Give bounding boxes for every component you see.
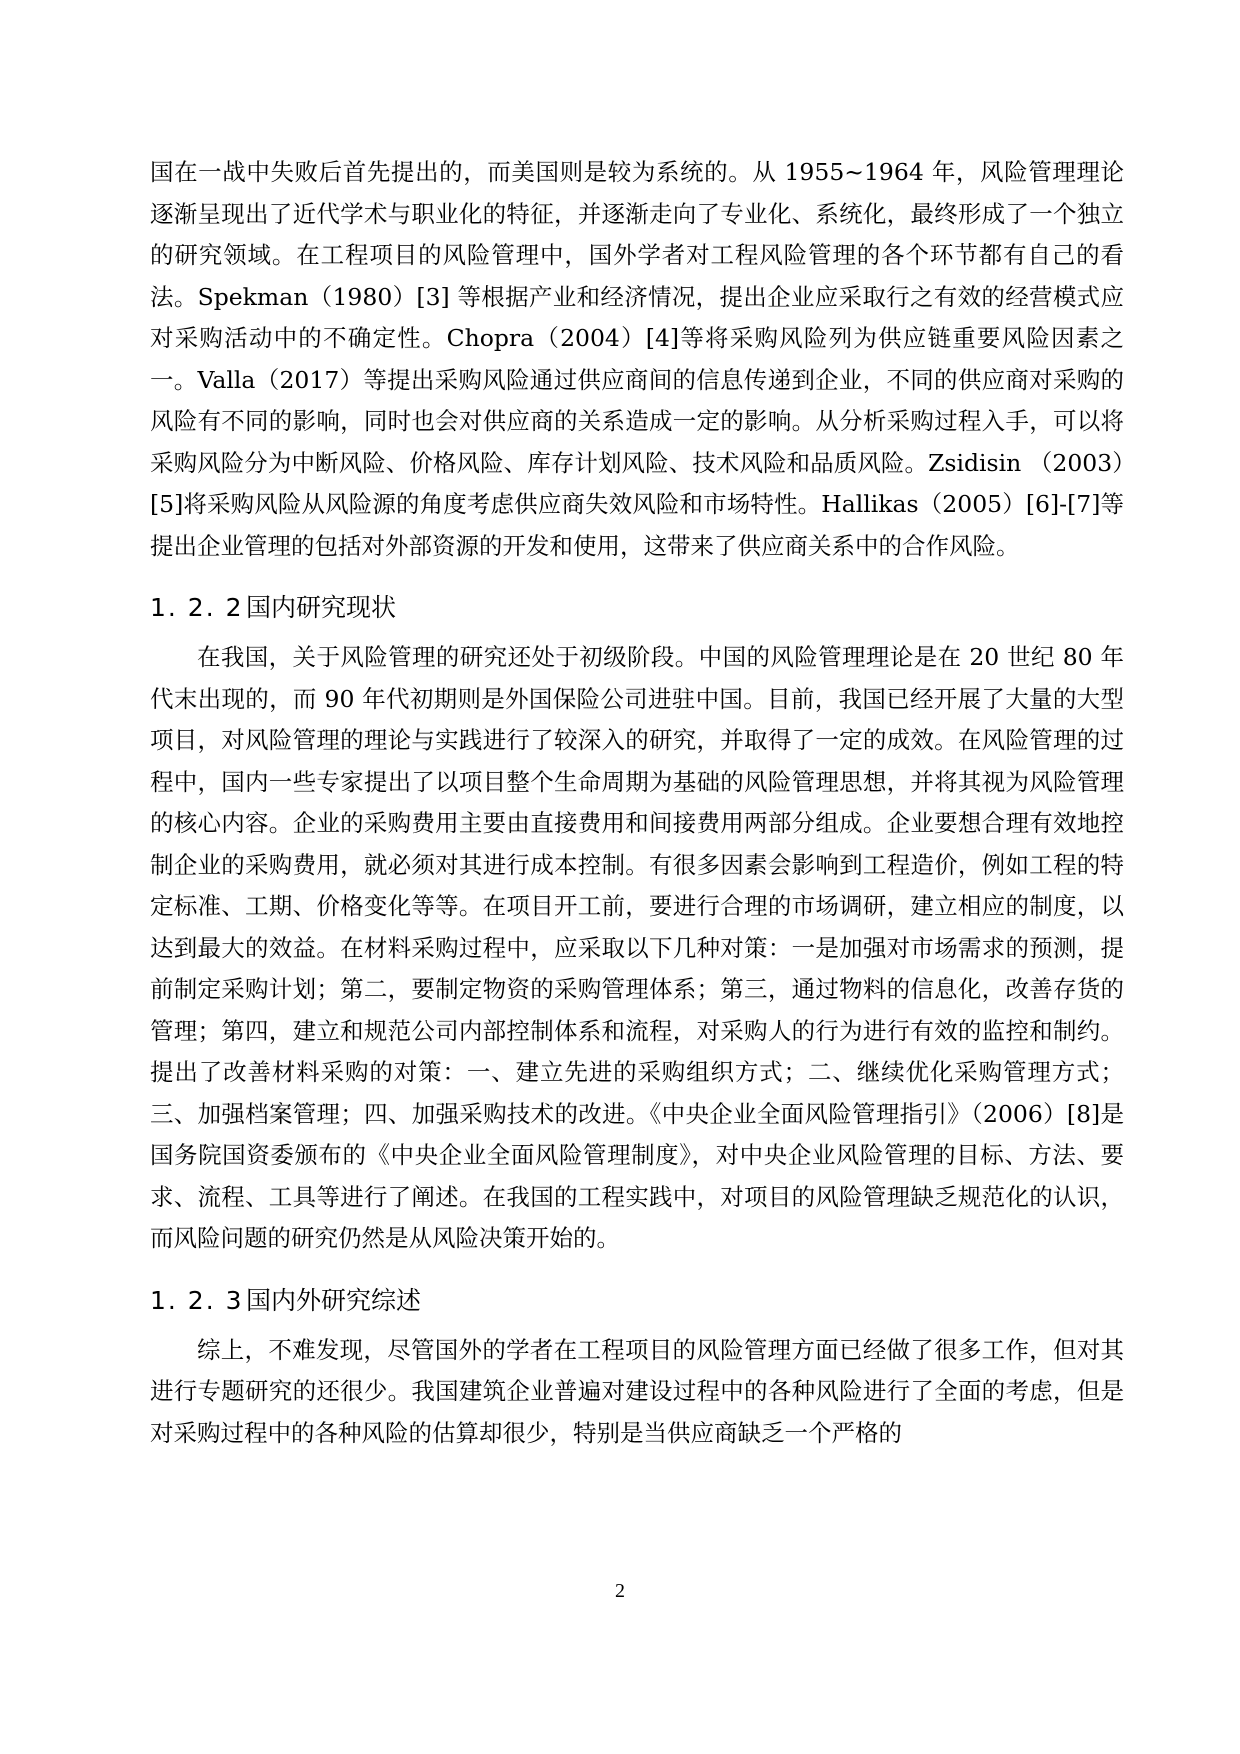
paragraph-domestic-research: 在我国，关于风险管理的研究还处于初级阶段。中国的风险管理理论是在 20 世纪 80 年代末出现的，而 90 年代初期则是外国保险公司进驻中国。目前，我国已经开展了大量的大型项目，对风险管理的理论与实践进行了较深入的研究，并取得了一定的成效。在风险管理的过程中，国内一些专家提出了以项目整个生命周期为基础的风险管理思想，并将其视为风险管理的核心内容。企业的采购费用主要由直接费用和间接费用两部分组成。企业要想合理有效地控制企业的采购费用，就必须对其进行成本控制。有很多因素会影响到工程造价，例如工程的特定标准、工期、价格变化等等。在项目开工前，要进行合理的市场调研，建立相应的制度，以达到最大的效益。在材料采购过程中，应采取以下几种对策：一是加强对市场需求的预测，提前制定采购计划；第二，要制定物资的采购管理体系；第三，通过物料的信息化，改善存货的管理；第四，建立和规范公司内部控制体系和流程，对采购人的行为进行有效的监控和制约。提出了改善材料采购的对策：一、建立先进的采购组织方式；二、继续优化采购管理方式；三、加强档案管理；四、加强采购技术的改进。《中央企业全面风险管理指引》（2006）[8]是国务院国资委颁布的《中央企业全面风险管理制度》，对中央企业风险管理的目标、方法、要求、流程、工具等进行了阐述。在我国的工程实践中，对项目的风险管理缺乏规范化的认识，而风险问题的研究仍然是从风险决策开始的。 [150, 643, 1124, 1252]
paragraph-foreign-research: 国在一战中失败后首先提出的，而美国则是较为系统的。从 1955~1964 年，风险管理理论逐渐呈现出了近代学术与职业化的特征，并逐渐走向了专业化、系统化，最终形成了一个独立的研究领域。在工程项目的风险管理中，国外学者对工程风险管理的各个环节都有自己的看法。Spekman（1980）[3] 等根据产业和经济情况，提出企业应采取行之有效的经营模式应对采购活动中的不确定性。Chopra（2004）[4]等将采购风险列为供应链重要风险因素之一。Valla（2017）等提出采购风险通过供应商间的信息传递到企业，不同的供应商对采购的风险有不同的影响，同时也会对供应商的关系造成一定的影响。从分析采购过程入手，可以将采购风险分为中断风险、价格风险、库存计划风险、技术风险和品质风险。Zsidisin （2003）[5]将采购风险从风险源的角度考虑供应商失效风险和市场特性。Hallikas（2005）[6]-[7]等提出企业管理的包括对外部资源的开发和使用，这带来了供应商关系中的合作风险。 [150, 158, 1124, 560]
page-body [150, 0, 1124, 1454]
section-title: 国内研究现状 [246, 593, 397, 622]
section-title: 国内外研究综述 [246, 1285, 422, 1315]
section-heading-1-2-3 [150, 1284, 1124, 1318]
paragraph-research-summary: 综上，不难发现，尽管国外的学者在工程项目的风险管理方面已经做了很多工作，但对其进行专题研究的还很少。我国建筑企业普遍对建设过程中的各种风险进行了全面的考虑，但是对采购过程中的各种风险的估算却很少，特别是当供应商缺乏一个严格的 [150, 1335, 1124, 1447]
section-number: 1. 2. 3 [150, 1285, 244, 1315]
page-number: 2 [615, 1580, 625, 1602]
section-heading-1-2-2 [150, 591, 1124, 625]
section-number: 1. 2. 2 [150, 593, 244, 622]
